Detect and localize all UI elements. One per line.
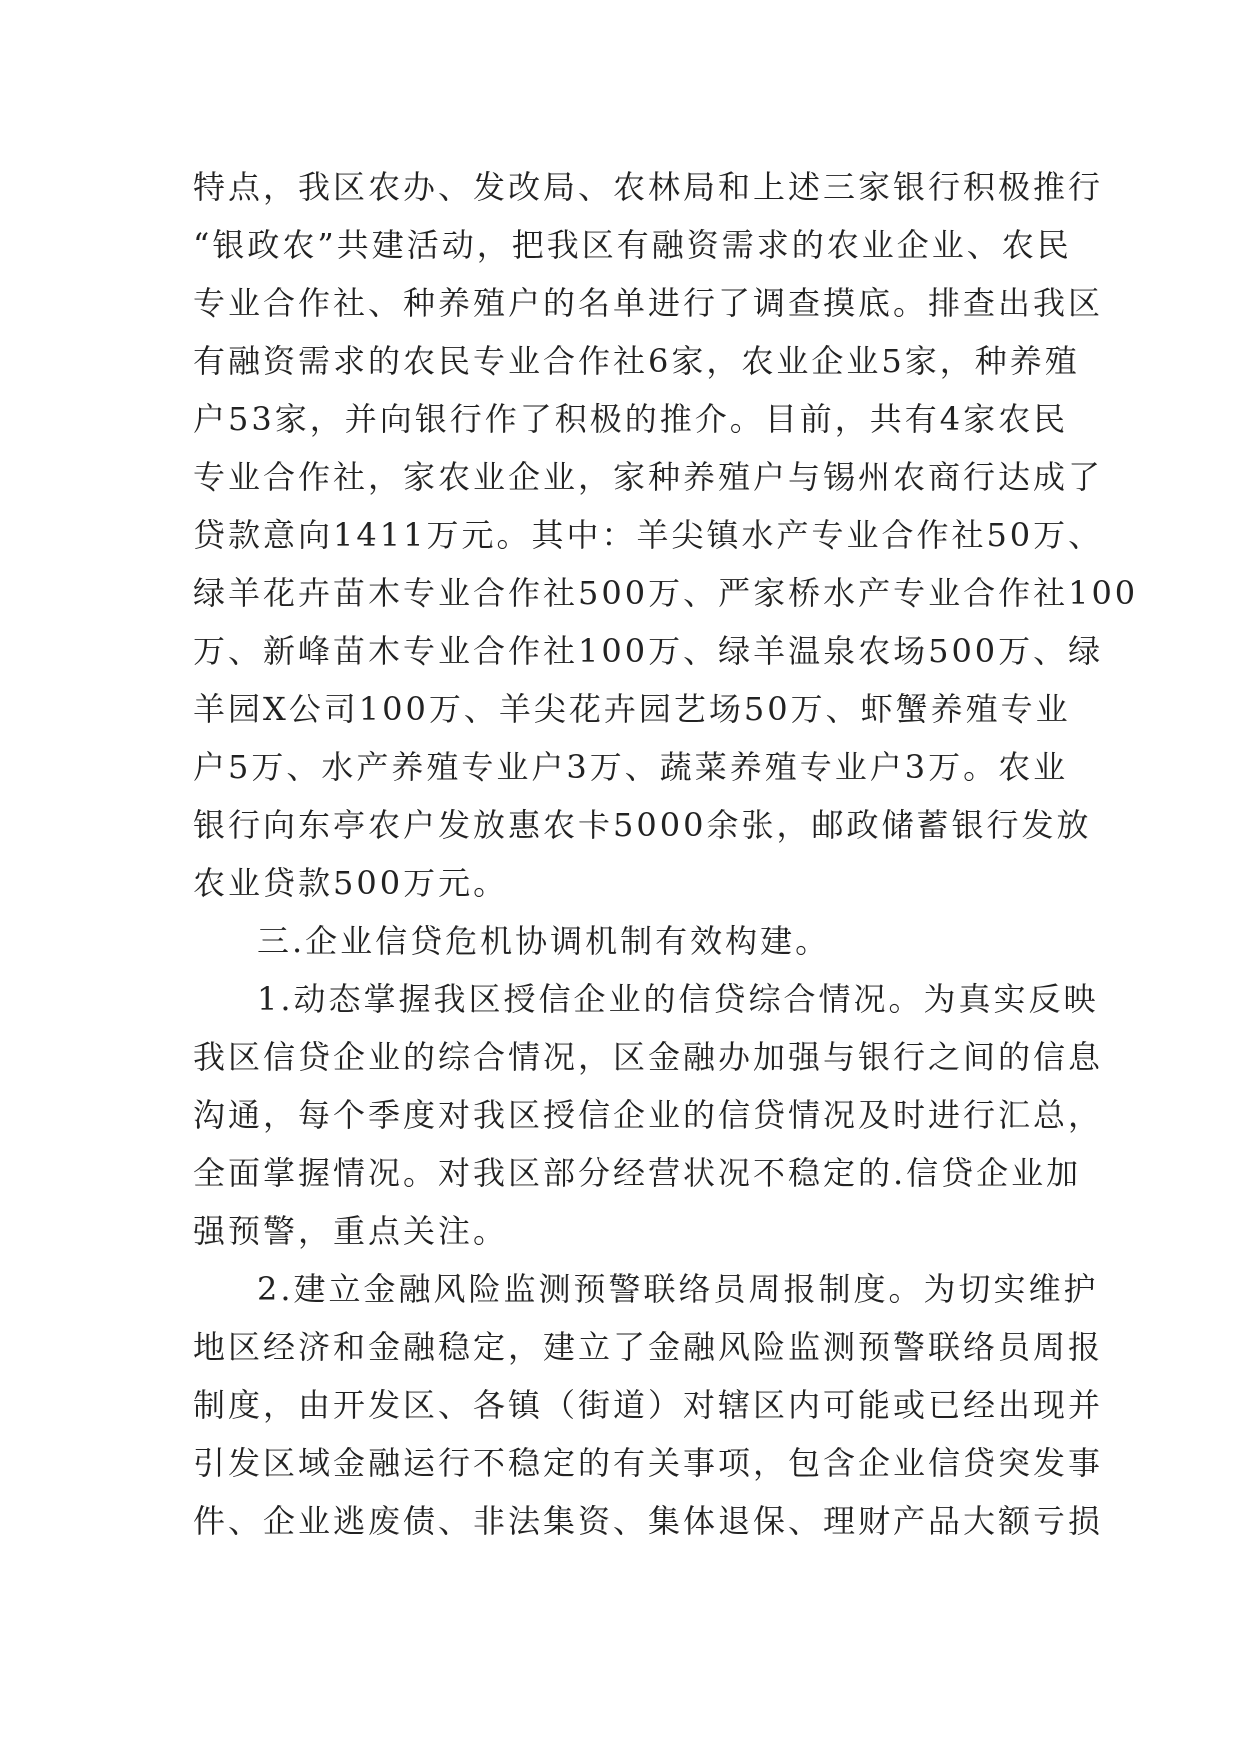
text-line: 户5万、水产养殖专业户3万、蔬菜养殖专业户3万。农业 <box>193 748 1069 786</box>
text-line: 地区经济和金融稳定，建立了金融风险监测预警联络员周报 <box>193 1328 1104 1366</box>
text-line: 沟通，每个季度对我区授信企业的信贷情况及时进行汇总， <box>193 1096 1104 1134</box>
text-line: 有融资需求的农民专业合作社6家，农业企业5家，种养殖 <box>193 342 1080 380</box>
section-heading: 三.企业信贷危机协调机制有效构建。 <box>257 922 831 960</box>
text-line: 绿羊花卉苗木专业合作社500万、严家桥水产专业合作社100 <box>193 574 1139 612</box>
text-line: 特点，我区农办、发改局、农林局和上述三家银行积极推行 <box>193 168 1104 206</box>
text-line: 制度，由开发区、各镇（街道）对辖区内可能或已经出现并 <box>193 1386 1104 1424</box>
text-line: 引发区域金融运行不稳定的有关事项，包含企业信贷突发事 <box>193 1444 1104 1482</box>
text-line: 银行向东亭农户发放惠农卡5000余张，邮政储蓄银行发放 <box>193 806 1092 844</box>
text-line: “银政农”共建活动，把我区有融资需求的农业企业、农民 <box>193 226 1072 264</box>
text-line: 全面掌握情况。对我区部分经营状况不稳定的.信贷企业加 <box>193 1154 1082 1192</box>
text-line: 户53家，并向银行作了积极的推介。目前，共有4家农民 <box>193 400 1069 438</box>
text-line: 1.动态掌握我区授信企业的信贷综合情况。为真实反映 <box>257 980 1099 1018</box>
text-line: 件、企业逃废债、非法集资、集体退保、理财产品大额亏损 <box>193 1502 1104 1540</box>
text-line: 我区信贷企业的综合情况，区金融办加强与银行之间的信息 <box>193 1038 1104 1076</box>
text-line: 2.建立金融风险监测预警联络员周报制度。为切实维护 <box>257 1270 1099 1308</box>
text-line: 万、新峰苗木专业合作社100万、绿羊温泉农场500万、绿 <box>193 632 1104 670</box>
text-line: 专业合作社，家农业企业，家种养殖户与锡州农商行达成了 <box>193 458 1104 496</box>
text-line: 专业合作社、种养殖户的名单进行了调查摸底。排查出我区 <box>193 284 1104 322</box>
text-line: 农业贷款500万元。 <box>193 864 509 902</box>
document-body <box>193 158 1139 1550</box>
text-line: 强预警，重点关注。 <box>193 1212 509 1250</box>
text-line: 贷款意向1411万元。其中：羊尖镇水产专业合作社50万、 <box>193 516 1104 554</box>
text-line: 羊园X公司100万、羊尖花卉园艺场50万、虾蟹养殖专业 <box>193 690 1071 728</box>
